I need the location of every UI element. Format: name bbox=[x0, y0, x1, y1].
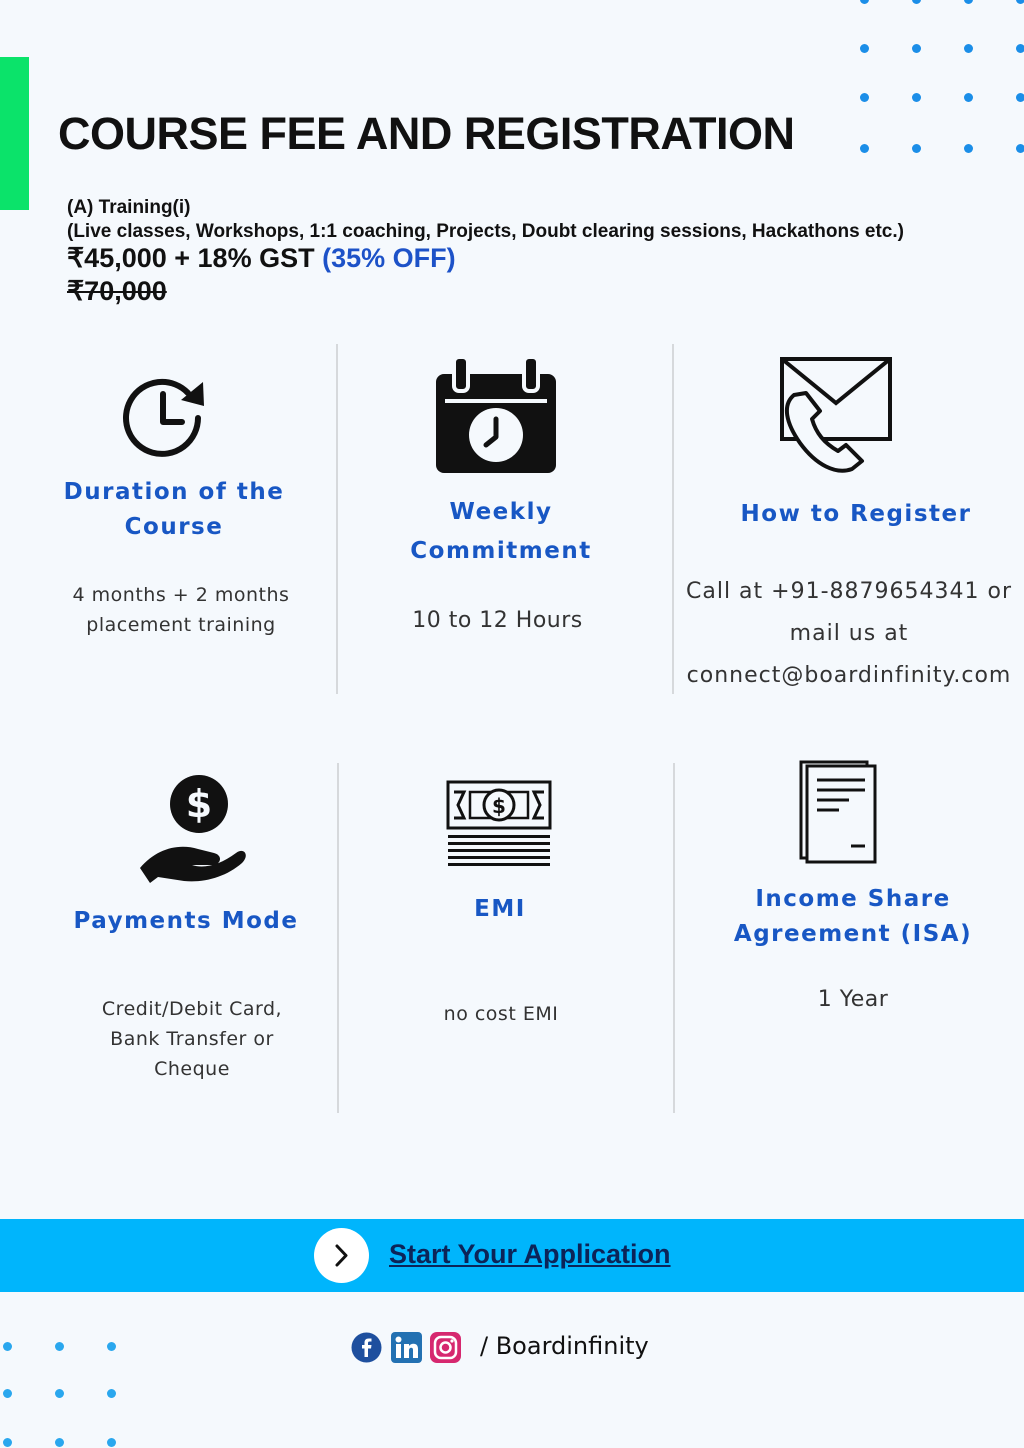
cta-arrow-button[interactable] bbox=[314, 1228, 369, 1283]
isa-heading: Income Share Agreement (ISA) bbox=[733, 886, 973, 947]
page-title: COURSE FEE AND REGISTRATION bbox=[58, 108, 795, 159]
payments-heading: Payments Mode bbox=[73, 908, 299, 934]
training-label: (A) Training(i) bbox=[67, 197, 191, 218]
divider bbox=[337, 763, 339, 1113]
start-application-link[interactable]: Start Your Application bbox=[389, 1239, 671, 1269]
original-price: ₹70,000 bbox=[67, 276, 167, 306]
calendar-clock-icon bbox=[436, 357, 558, 480]
emi-heading: EMI bbox=[474, 896, 526, 922]
register-description: Call at +91-8879654341 or mail us at connect@boardinfinity.com bbox=[686, 579, 1012, 688]
weekly-description: 10 to 12 Hours bbox=[412, 608, 583, 633]
clock-refresh-icon bbox=[118, 372, 210, 469]
facebook-icon[interactable] bbox=[351, 1332, 382, 1368]
emi-description: no cost EMI bbox=[443, 1003, 559, 1025]
envelope-phone-icon bbox=[780, 357, 894, 480]
social-handle: / Boardinfinity bbox=[480, 1332, 649, 1360]
weekly-heading: Weekly Commitment bbox=[410, 499, 592, 564]
svg-text:$: $ bbox=[185, 782, 213, 826]
svg-text:$: $ bbox=[492, 794, 506, 818]
divider bbox=[336, 344, 338, 694]
divider bbox=[672, 344, 674, 694]
price-line bbox=[67, 243, 456, 274]
divider bbox=[673, 763, 675, 1113]
document-stack-icon bbox=[799, 760, 881, 871]
payments-description: Credit/Debit Card, Bank Transfer or Cheque bbox=[101, 998, 283, 1080]
banknote-stack-icon bbox=[446, 780, 554, 877]
training-includes: (Live classes, Workshops, 1:1 coaching, Projects, Doubt clearing sessions, Hackathons etc.) bbox=[67, 221, 904, 242]
discount-badge: (35% OFF) bbox=[322, 243, 456, 273]
duration-heading: Duration of the Course bbox=[63, 479, 285, 540]
linkedin-icon[interactable] bbox=[391, 1332, 422, 1368]
instagram-icon[interactable] bbox=[430, 1332, 461, 1368]
duration-description: 4 months + 2 months placement training bbox=[72, 584, 290, 636]
accent-bar bbox=[0, 57, 29, 210]
current-price: ₹45,000 + 18% GST bbox=[67, 243, 315, 273]
chevron-right-icon bbox=[314, 1228, 369, 1283]
isa-description: 1 Year bbox=[817, 987, 889, 1012]
hand-dollar-icon bbox=[138, 773, 248, 890]
register-heading: How to Register bbox=[740, 501, 972, 527]
